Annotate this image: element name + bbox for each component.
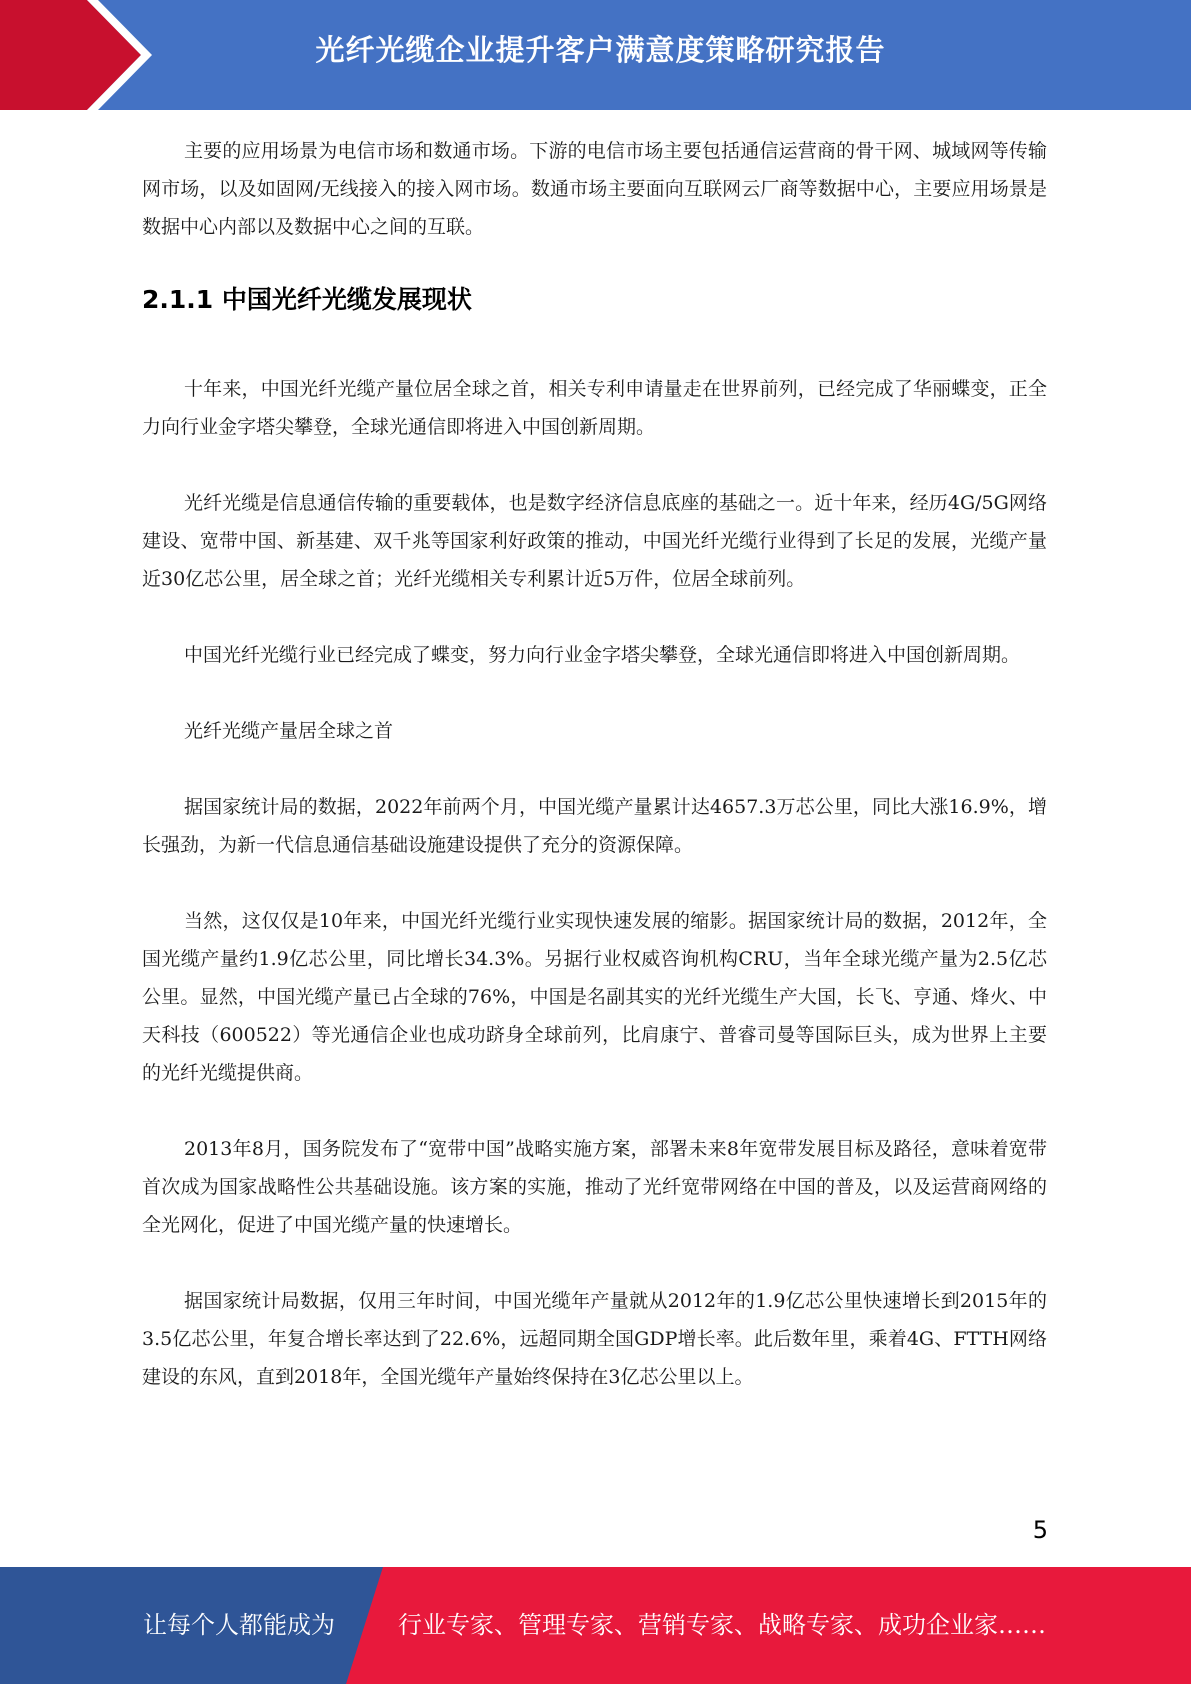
body-paragraph: 中国光纤光缆行业已经完成了蝶变，努力向行业金字塔尖攀登，全球光通信即将进入中国创新周期。 (184, 644, 1021, 666)
subheading-paragraph: 光纤光缆产量居全球之首 (184, 720, 394, 742)
header-arrow-decoration (0, 0, 160, 110)
body-paragraph: 2013年8月，国务院发布了“宽带中国”战略实施方案，部署未来8年宽带发展目标及路径，意味着宽带首次成为国家战略性公共基础设施。该方案的实施，推动了光纤宽带网络在中国的普及，以及运营商网络的全光网化，促进了中国光缆产量的快速增长。 (142, 1138, 1047, 1236)
body-paragraph: 光纤光缆是信息通信传输的重要载体，也是数字经济信息底座的基础之一。近十年来，经历4G/5G网络建设、宽带中国、新基建、双千兆等国家利好政策的推动，中国光纤光缆行业得到了长足的发展，光缆产量近30亿芯公里，居全球之首；光纤光缆相关专利累计近5万件，位居全球前列。 (142, 492, 1047, 590)
page-body (142, 132, 1047, 1396)
report-title: 光纤光缆企业提升客户满意度策略研究报告 (315, 33, 886, 67)
page-number: 5 (1032, 1516, 1048, 1544)
header-arrow-red (0, 0, 141, 110)
body-paragraph: 据国家统计局的数据，2022年前两个月，中国光缆产量累计达4657.3万芯公里，同比大涨16.9%，增长强劲，为新一代信息通信基础设施建设提供了充分的资源保障。 (142, 796, 1047, 856)
footer-slogan-left: 让每个人都能成为 (143, 1611, 335, 1639)
section-heading: 2.1.1 中国光纤光缆发展现状 (142, 285, 472, 314)
body-paragraph: 当然，这仅仅是10年来，中国光纤光缆行业实现快速发展的缩影。据国家统计局的数据，2012年，全国光缆产量约1.9亿芯公里，同比增长34.3%。另据行业权威咨询机构CRU，当年全球光缆产量为2.5亿芯公里。显然，中国光缆产量已占全球的76%，中国是名副其实的光纤光缆生产大国，长飞、亨通、烽火、中天科技（600522）等光通信企业也成功跻身全球前列，比肩康宁、普睿司曼等国际巨头，成为世界上主要的光纤光缆提供商。 (142, 910, 1047, 1084)
footer-slogan-right: 行业专家、管理专家、营销专家、战略专家、成功企业家…… (398, 1611, 1046, 1639)
page-footer (0, 1567, 1191, 1684)
page-header (0, 0, 1191, 110)
body-paragraph: 十年来，中国光纤光缆产量位居全球之首，相关专利申请量走在世界前列，已经完成了华丽蝶变，正全力向行业金字塔尖攀登，全球光通信即将进入中国创新周期。 (142, 378, 1047, 438)
intro-paragraph: 主要的应用场景为电信市场和数通市场。下游的电信市场主要包括通信运营商的骨干网、城域网等传输网市场，以及如固网/无线接入的接入网市场。数通市场主要面向互联网云厂商等数据中心，主要应用场景是数据中心内部以及数据中心之间的互联。 (142, 140, 1047, 238)
body-paragraph: 据国家统计局数据，仅用三年时间，中国光缆年产量就从2012年的1.9亿芯公里快速增长到2015年的3.5亿芯公里，年复合增长率达到了22.6%，远超同期全国GDP增长率。此后数年里，乘着4G、FTTH网络建设的东风，直到2018年，全国光缆年产量始终保持在3亿芯公里以上。 (142, 1290, 1047, 1388)
